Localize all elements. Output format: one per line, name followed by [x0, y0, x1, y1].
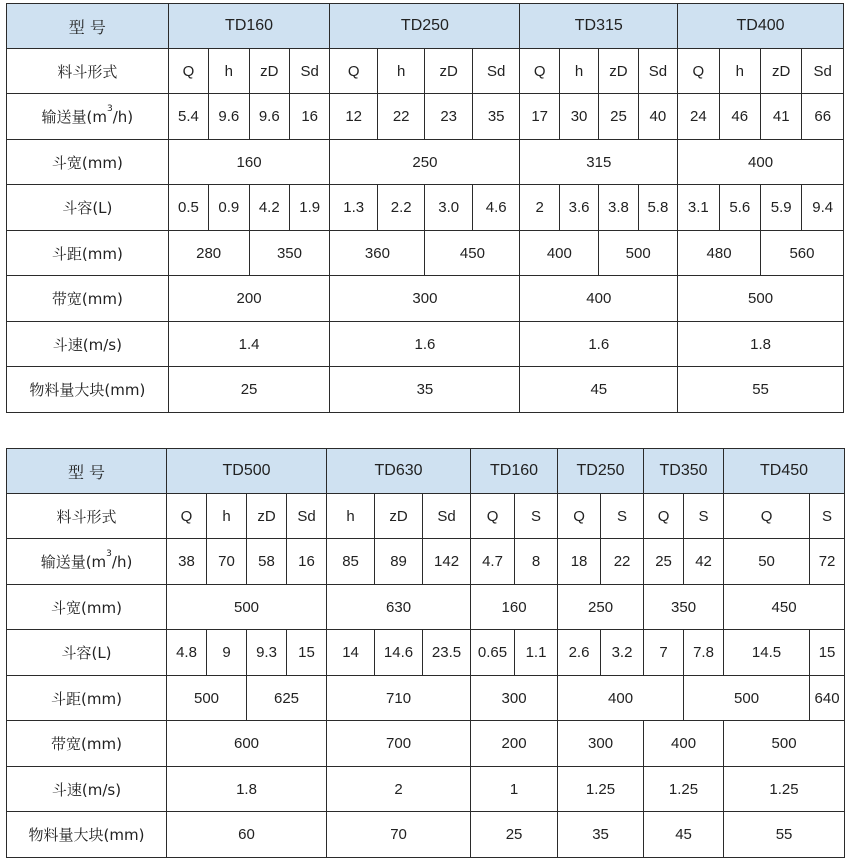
table-cell: 4.8	[167, 630, 207, 676]
table-cell: 3.0	[425, 185, 473, 231]
table-row	[7, 367, 844, 413]
table-cell: Q	[724, 494, 810, 539]
table-cell: 2.6	[558, 630, 601, 676]
table-cell: h	[327, 494, 375, 539]
table-row	[7, 49, 844, 94]
model-header: TD315	[520, 4, 678, 49]
row-label	[7, 630, 167, 676]
row-label-text: 斗速(m/s)	[51, 780, 122, 799]
table-cell: S	[515, 494, 558, 539]
table-cell: 25	[599, 94, 638, 140]
table-cell: Sd	[638, 49, 677, 94]
table-cell: 500	[724, 721, 845, 767]
table-cell: 15	[287, 630, 327, 676]
table-cell: 360	[330, 231, 425, 276]
table-cell: zD	[760, 49, 801, 94]
table-cell: 1.25	[724, 767, 845, 812]
table-row	[7, 276, 844, 322]
model-header: TD250	[558, 449, 644, 494]
table-cell: zD	[249, 49, 289, 94]
model-header: TD350	[644, 449, 724, 494]
table-cell: 160	[471, 585, 558, 630]
table-cell: 7.8	[684, 630, 724, 676]
row-label-text: 输送量(m	[40, 553, 107, 571]
table-cell: 500	[678, 276, 844, 322]
table-cell: 1.6	[520, 322, 678, 367]
row-label	[7, 94, 169, 140]
table-cell: Sd	[802, 49, 844, 94]
table-cell: 9.6	[249, 94, 289, 140]
table-row	[7, 767, 845, 812]
row-label-text: 带宽(mm)	[51, 735, 122, 753]
model-header: TD160	[471, 449, 558, 494]
table-cell: 700	[327, 721, 471, 767]
table-cell: 2	[520, 185, 559, 231]
table-cell: 14.5	[724, 630, 810, 676]
table-cell: 200	[168, 276, 330, 322]
table-cell: 2	[327, 767, 471, 812]
table-cell: 450	[425, 231, 520, 276]
table-row	[7, 585, 845, 630]
table-cell: 350	[644, 585, 724, 630]
table-cell: 1.4	[168, 322, 330, 367]
row-label	[7, 539, 167, 585]
table-cell: 9.3	[247, 630, 287, 676]
table-cell: 5.4	[168, 94, 208, 140]
table-cell: 8	[515, 539, 558, 585]
table-cell: 1.6	[330, 322, 520, 367]
row-label-text: 斗容(L)	[61, 644, 112, 662]
table-cell: 25	[471, 812, 558, 858]
row-label-text: 带宽(mm)	[51, 290, 123, 308]
table-cell: 3.1	[678, 185, 719, 231]
table-row	[7, 231, 844, 276]
row-label	[7, 185, 169, 231]
row-label	[7, 322, 169, 367]
table-cell: 400	[678, 140, 844, 185]
table-cell: 0.5	[168, 185, 208, 231]
table-row	[7, 322, 844, 367]
table-cell: Q	[167, 494, 207, 539]
table-cell: Q	[558, 494, 601, 539]
table-row	[7, 494, 845, 539]
table-cell: h	[377, 49, 425, 94]
table-cell: 560	[760, 231, 843, 276]
table-cell: Q	[678, 49, 719, 94]
table-row	[7, 539, 845, 585]
table-cell: 17	[520, 94, 559, 140]
table-cell: 300	[330, 276, 520, 322]
table-cell: 450	[724, 585, 845, 630]
table-cell: 1.25	[644, 767, 724, 812]
table-cell: 500	[684, 676, 810, 721]
table-cell: 1.3	[330, 185, 378, 231]
table-cell: Q	[168, 49, 208, 94]
table-cell: 23.5	[423, 630, 471, 676]
row-label-text: 斗容(L)	[62, 199, 113, 217]
row-label-text: 斗速(m/s)	[52, 335, 122, 354]
model-label: 型 号	[7, 449, 167, 494]
table-cell: 35	[330, 367, 520, 413]
table-cell: 200	[471, 721, 558, 767]
table-cell: 16	[287, 539, 327, 585]
table-cell: 18	[558, 539, 601, 585]
row-label	[7, 49, 169, 94]
table-cell: 25	[644, 539, 684, 585]
table-row	[7, 185, 844, 231]
row-label-suffix: /h)	[112, 108, 134, 126]
table-cell: h	[209, 49, 249, 94]
table-cell: 1.8	[167, 767, 327, 812]
table-cell: 160	[168, 140, 330, 185]
table-cell: 315	[520, 140, 678, 185]
table-cell: S	[684, 494, 724, 539]
table-cell: 480	[678, 231, 761, 276]
table-cell: 45	[644, 812, 724, 858]
row-label-text: 物料量大块(mm)	[29, 381, 146, 399]
spec-table-1	[6, 3, 844, 413]
table-cell: 45	[520, 367, 678, 413]
table-cell: 24	[678, 94, 719, 140]
table-cell: 400	[644, 721, 724, 767]
model-header: TD400	[678, 4, 844, 49]
table-cell: 16	[289, 94, 329, 140]
row-label-text: 斗距(mm)	[51, 689, 122, 708]
table-cell: 42	[684, 539, 724, 585]
header-row	[7, 4, 844, 49]
table-row	[7, 721, 845, 767]
table-cell: 30	[559, 94, 598, 140]
model-header: TD630	[327, 449, 471, 494]
table-cell: 400	[520, 276, 678, 322]
table-cell: S	[810, 494, 845, 539]
table-cell: 58	[247, 539, 287, 585]
table-cell: 72	[810, 539, 845, 585]
table-cell: 89	[375, 539, 423, 585]
table-cell: 4.7	[471, 539, 515, 585]
model-header: TD160	[168, 4, 330, 49]
row-label-text: 输送量(m	[41, 108, 107, 126]
spec-table-2	[6, 448, 845, 858]
table-cell: 25	[168, 367, 330, 413]
table-cell: Sd	[423, 494, 471, 539]
row-label	[7, 494, 167, 539]
table-cell: 250	[558, 585, 644, 630]
model-label: 型 号	[7, 4, 169, 49]
table-cell: 3.6	[559, 185, 598, 231]
table-cell: 250	[330, 140, 520, 185]
table-cell: 40	[638, 94, 677, 140]
table-cell: 85	[327, 539, 375, 585]
table-cell: 38	[167, 539, 207, 585]
table-row	[7, 630, 845, 676]
table-row	[7, 94, 844, 140]
model-header: TD450	[724, 449, 845, 494]
table-cell: 50	[724, 539, 810, 585]
row-label-text: 料斗形式	[56, 507, 117, 526]
table-row	[7, 676, 845, 721]
table-cell: 55	[678, 367, 844, 413]
table-cell: 400	[520, 231, 599, 276]
table-cell: h	[207, 494, 247, 539]
table-cell: 35	[558, 812, 644, 858]
table-cell: zD	[599, 49, 638, 94]
table-cell: 46	[719, 94, 760, 140]
table-cell: 280	[168, 231, 249, 276]
row-label-text: 物料量大块(mm)	[28, 826, 145, 844]
table-cell: 4.6	[472, 185, 520, 231]
table-cell: Sd	[287, 494, 327, 539]
table-cell: zD	[425, 49, 473, 94]
model-header: TD500	[167, 449, 327, 494]
row-label	[7, 721, 167, 767]
table-cell: 2.2	[377, 185, 425, 231]
table-cell: 5.9	[760, 185, 801, 231]
table-cell: 70	[327, 812, 471, 858]
table-row	[7, 812, 845, 858]
table-cell: Sd	[289, 49, 329, 94]
table-cell: 1.8	[678, 322, 844, 367]
row-label	[7, 812, 167, 858]
row-label	[7, 231, 169, 276]
table-cell: 500	[167, 676, 247, 721]
table-cell: 9.4	[802, 185, 844, 231]
row-label-suffix: /h)	[111, 553, 133, 571]
row-label	[7, 140, 169, 185]
table-cell: 4.2	[249, 185, 289, 231]
row-label-superscript: 3	[106, 549, 112, 559]
row-label	[7, 767, 167, 812]
table-cell: 7	[644, 630, 684, 676]
table-cell: zD	[247, 494, 287, 539]
table-cell: h	[559, 49, 598, 94]
table-cell: 60	[167, 812, 327, 858]
table-cell: 0.9	[209, 185, 249, 231]
table-cell: 1.25	[558, 767, 644, 812]
table-cell: 640	[810, 676, 845, 721]
table-cell: 630	[327, 585, 471, 630]
table-cell: 1.9	[289, 185, 329, 231]
row-label	[7, 367, 169, 413]
table-cell: 12	[330, 94, 378, 140]
table-cell: 3.8	[599, 185, 638, 231]
row-label	[7, 276, 169, 322]
table-cell: 710	[327, 676, 471, 721]
row-label-text: 斗宽(mm)	[51, 598, 122, 617]
row-label	[7, 676, 167, 721]
table-cell: 1	[471, 767, 558, 812]
table-cell: 350	[249, 231, 330, 276]
table-cell: 142	[423, 539, 471, 585]
table-cell: 41	[760, 94, 801, 140]
table-cell: zD	[375, 494, 423, 539]
table-cell: Q	[520, 49, 559, 94]
row-label-text: 料斗形式	[57, 62, 118, 81]
table-cell: 55	[724, 812, 845, 858]
table-cell: 625	[247, 676, 327, 721]
table-cell: 400	[558, 676, 684, 721]
table-cell: 5.8	[638, 185, 677, 231]
table-cell: 15	[810, 630, 845, 676]
table-cell: h	[719, 49, 760, 94]
table-cell: 9.6	[209, 94, 249, 140]
table-cell: 500	[599, 231, 678, 276]
table-cell: S	[601, 494, 644, 539]
row-label	[7, 585, 167, 630]
table-cell: 66	[802, 94, 844, 140]
row-label-superscript: 3	[107, 104, 113, 114]
table-cell: Q	[330, 49, 378, 94]
table-cell: 1.1	[515, 630, 558, 676]
table-cell: 70	[207, 539, 247, 585]
table-cell: 500	[167, 585, 327, 630]
table-cell: 22	[377, 94, 425, 140]
table-cell: 22	[601, 539, 644, 585]
table-cell: 9	[207, 630, 247, 676]
table-cell: 5.6	[719, 185, 760, 231]
row-label-text: 斗距(mm)	[51, 244, 123, 263]
table-cell: Sd	[472, 49, 520, 94]
table-cell: 23	[425, 94, 473, 140]
table-row	[7, 140, 844, 185]
table-cell: Q	[471, 494, 515, 539]
row-label-text: 斗宽(mm)	[51, 153, 123, 172]
table-cell: 600	[167, 721, 327, 767]
table-cell: 14.6	[375, 630, 423, 676]
table-cell: 35	[472, 94, 520, 140]
table-cell: 300	[558, 721, 644, 767]
table-cell: 14	[327, 630, 375, 676]
table-cell: 3.2	[601, 630, 644, 676]
header-row	[7, 449, 845, 494]
table-cell: 300	[471, 676, 558, 721]
table-cell: 0.65	[471, 630, 515, 676]
model-header: TD250	[330, 4, 520, 49]
table-cell: Q	[644, 494, 684, 539]
